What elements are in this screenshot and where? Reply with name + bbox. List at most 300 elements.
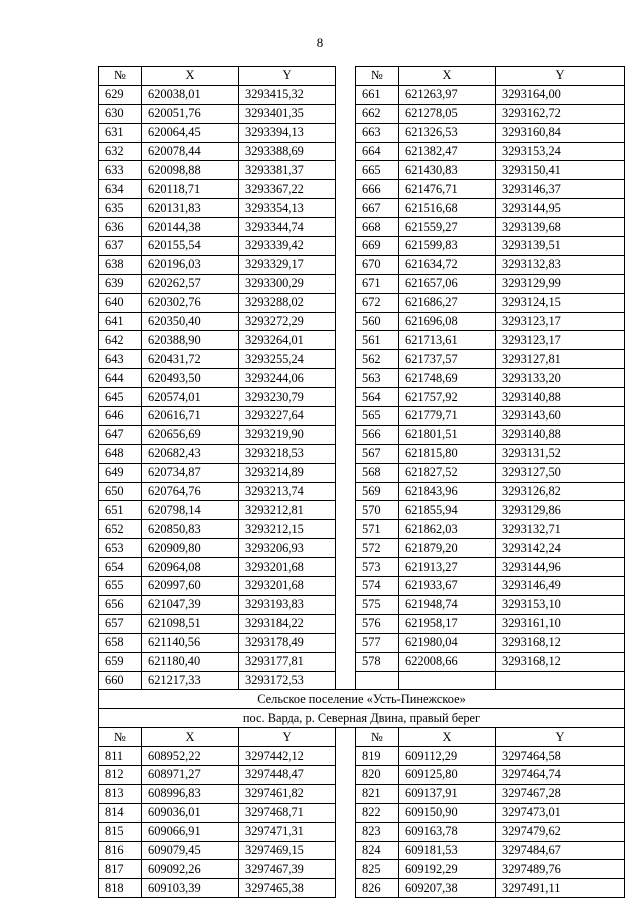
table-row: [99, 577, 625, 596]
x-coordinate: 608971,27: [142, 765, 239, 784]
x-coordinate: 621559,27: [399, 218, 496, 237]
point-number: 573: [356, 558, 399, 577]
column-gap: [336, 444, 356, 463]
y-coordinate: 3293132,71: [496, 520, 625, 539]
point-number: 668: [356, 218, 399, 237]
point-number: 812: [99, 765, 142, 784]
column-gap: [336, 331, 356, 350]
y-coordinate: 3293140,88: [496, 388, 625, 407]
column-gap: [336, 199, 356, 218]
y-coordinate: 3293124,15: [496, 293, 625, 312]
point-number: 565: [356, 407, 399, 426]
y-coordinate: 3293150,41: [496, 161, 625, 180]
x-coordinate: 620964,08: [142, 558, 239, 577]
x-coordinate: 608952,22: [142, 747, 239, 766]
x-coordinate: 621855,94: [399, 501, 496, 520]
column-gap: [336, 388, 356, 407]
y-coordinate: 3293133,20: [496, 369, 625, 388]
y-coordinate: 3293401,35: [239, 104, 336, 123]
location-subtitle-row: [99, 709, 625, 728]
x-coordinate: 620388,90: [142, 331, 239, 350]
x-coordinate: 609192,29: [399, 860, 496, 879]
table-row: [99, 747, 625, 766]
y-coordinate: 3293123,17: [496, 312, 625, 331]
col-header-number: №: [356, 67, 399, 86]
y-coordinate: 3293201,68: [239, 558, 336, 577]
point-number: 629: [99, 85, 142, 104]
x-coordinate: 621948,74: [399, 595, 496, 614]
x-coordinate: 620064,45: [142, 123, 239, 142]
point-number: 824: [356, 841, 399, 860]
y-coordinate: 3293344,74: [239, 218, 336, 237]
column-gap: [336, 293, 356, 312]
y-coordinate: 3293139,68: [496, 218, 625, 237]
x-coordinate: 621516,68: [399, 199, 496, 218]
column-gap: [336, 860, 356, 879]
location-subtitle: пос. Варда, р. Северная Двина, правый берег: [99, 709, 625, 728]
table-row: [99, 520, 625, 539]
y-coordinate: 3293178,49: [239, 633, 336, 652]
point-number: 664: [356, 142, 399, 161]
point-number: 574: [356, 577, 399, 596]
table-row: [99, 765, 625, 784]
x-coordinate: 609079,45: [142, 841, 239, 860]
table-row: [99, 331, 625, 350]
x-coordinate: 620682,43: [142, 444, 239, 463]
table-row: [99, 199, 625, 218]
y-coordinate: 3297469,15: [239, 841, 336, 860]
col-header-x: X: [142, 728, 239, 747]
column-gap: [336, 822, 356, 841]
page-number: 8: [316, 35, 324, 50]
table-row: [99, 425, 625, 444]
point-number: 667: [356, 199, 399, 218]
x-coordinate: 621843,96: [399, 482, 496, 501]
table-row: [99, 482, 625, 501]
col-header-y: Y: [239, 67, 336, 86]
x-coordinate: 621278,05: [399, 104, 496, 123]
x-coordinate: 620078,44: [142, 142, 239, 161]
x-coordinate: 620656,69: [142, 425, 239, 444]
x-coordinate: 609150,90: [399, 803, 496, 822]
col-header-y: Y: [239, 728, 336, 747]
x-coordinate: 609092,26: [142, 860, 239, 879]
y-coordinate: 3293127,50: [496, 463, 625, 482]
y-coordinate: 3297484,67: [496, 841, 625, 860]
point-number: 562: [356, 350, 399, 369]
column-gap: [336, 463, 356, 482]
y-coordinate: 3297461,82: [239, 784, 336, 803]
column-gap: [336, 180, 356, 199]
point-number: 561: [356, 331, 399, 350]
table-row: [99, 841, 625, 860]
x-coordinate: 620734,87: [142, 463, 239, 482]
point-number: 569: [356, 482, 399, 501]
table-row: [99, 312, 625, 331]
point-number: 570: [356, 501, 399, 520]
table-row: [99, 614, 625, 633]
column-gap: [336, 501, 356, 520]
point-number: 648: [99, 444, 142, 463]
point-number: 820: [356, 765, 399, 784]
x-coordinate: 621180,40: [142, 652, 239, 671]
x-coordinate: 621737,57: [399, 350, 496, 369]
point-number: 652: [99, 520, 142, 539]
x-coordinate: 621801,51: [399, 425, 496, 444]
y-coordinate: 3293213,74: [239, 482, 336, 501]
point-number: 657: [99, 614, 142, 633]
x-coordinate: 609163,78: [399, 822, 496, 841]
x-coordinate: 620909,80: [142, 539, 239, 558]
x-coordinate: 620997,60: [142, 577, 239, 596]
table-row: [99, 255, 625, 274]
y-coordinate: 3293144,95: [496, 199, 625, 218]
y-coordinate: 3297479,62: [496, 822, 625, 841]
x-coordinate: 620118,71: [142, 180, 239, 199]
settlement-title-row: [99, 690, 625, 709]
y-coordinate: 3293212,15: [239, 520, 336, 539]
column-gap: [336, 142, 356, 161]
y-coordinate: 3293300,29: [239, 274, 336, 293]
x-coordinate: 621862,03: [399, 520, 496, 539]
table-row: [99, 237, 625, 256]
column-gap: [336, 747, 356, 766]
y-coordinate: 3293367,22: [239, 180, 336, 199]
table-row: [99, 784, 625, 803]
y-coordinate: 3293132,83: [496, 255, 625, 274]
table-row: [99, 539, 625, 558]
table-row: [99, 180, 625, 199]
x-coordinate: 609066,91: [142, 822, 239, 841]
y-coordinate: 3293160,84: [496, 123, 625, 142]
table-row: [99, 822, 625, 841]
y-coordinate: 3293143,60: [496, 407, 625, 426]
point-number: 654: [99, 558, 142, 577]
coordinates-table: [98, 66, 625, 898]
x-coordinate: 620155,54: [142, 237, 239, 256]
column-gap: [336, 85, 356, 104]
x-coordinate: 621713,61: [399, 331, 496, 350]
table-row: [99, 444, 625, 463]
y-coordinate: 3293193,83: [239, 595, 336, 614]
y-coordinate: 3293219,90: [239, 425, 336, 444]
y-coordinate: 3293140,88: [496, 425, 625, 444]
table-row: [99, 388, 625, 407]
point-number: 671: [356, 274, 399, 293]
y-coordinate: 3297465,38: [239, 879, 336, 898]
col-header-number: №: [99, 728, 142, 747]
y-coordinate: 3293339,42: [239, 237, 336, 256]
x-coordinate: 620616,71: [142, 407, 239, 426]
x-coordinate: 609036,01: [142, 803, 239, 822]
point-number: 572: [356, 539, 399, 558]
table-header-row: [99, 67, 625, 86]
x-coordinate: 620144,38: [142, 218, 239, 237]
point-number: 826: [356, 879, 399, 898]
table-row: [99, 652, 625, 671]
x-coordinate: 620051,76: [142, 104, 239, 123]
table-row: [99, 123, 625, 142]
x-coordinate: 621686,27: [399, 293, 496, 312]
col-header-x: X: [399, 67, 496, 86]
point-number: 663: [356, 123, 399, 142]
table-row: [99, 407, 625, 426]
y-coordinate: 3293144,96: [496, 558, 625, 577]
point-number: 645: [99, 388, 142, 407]
x-coordinate: 609112,29: [399, 747, 496, 766]
x-coordinate: 621430,83: [399, 161, 496, 180]
point-number: 825: [356, 860, 399, 879]
col-header-x: X: [399, 728, 496, 747]
point-number: 636: [99, 218, 142, 237]
point-number: 653: [99, 539, 142, 558]
y-coordinate: 3293212,81: [239, 501, 336, 520]
point-number: 816: [99, 841, 142, 860]
x-coordinate: [399, 671, 496, 690]
x-coordinate: 621140,56: [142, 633, 239, 652]
point-number: 670: [356, 255, 399, 274]
x-coordinate: 621326,53: [399, 123, 496, 142]
point-number: 659: [99, 652, 142, 671]
point-number: 813: [99, 784, 142, 803]
x-coordinate: 620302,76: [142, 293, 239, 312]
y-coordinate: 3293129,99: [496, 274, 625, 293]
x-coordinate: 609207,38: [399, 879, 496, 898]
point-number: 662: [356, 104, 399, 123]
x-coordinate: 609103,39: [142, 879, 239, 898]
point-number: 661: [356, 85, 399, 104]
column-gap: [336, 671, 356, 690]
y-coordinate: 3293123,17: [496, 331, 625, 350]
point-number: 567: [356, 444, 399, 463]
column-gap: [336, 633, 356, 652]
column-gap: [336, 104, 356, 123]
point-number: 814: [99, 803, 142, 822]
y-coordinate: 3297448,47: [239, 765, 336, 784]
point-number: 669: [356, 237, 399, 256]
x-coordinate: 608996,83: [142, 784, 239, 803]
table-row: [99, 85, 625, 104]
y-coordinate: 3293288,02: [239, 293, 336, 312]
x-coordinate: 621815,80: [399, 444, 496, 463]
y-coordinate: 3293146,37: [496, 180, 625, 199]
y-coordinate: 3293127,81: [496, 350, 625, 369]
y-coordinate: 3297464,58: [496, 747, 625, 766]
x-coordinate: 621382,47: [399, 142, 496, 161]
x-coordinate: 620350,40: [142, 312, 239, 331]
y-coordinate: 3297467,28: [496, 784, 625, 803]
x-coordinate: 620764,76: [142, 482, 239, 501]
column-gap: [336, 369, 356, 388]
point-number: 637: [99, 237, 142, 256]
x-coordinate: 622008,66: [399, 652, 496, 671]
y-coordinate: 3293129,86: [496, 501, 625, 520]
point-number: 640: [99, 293, 142, 312]
col-header-number: №: [356, 728, 399, 747]
y-coordinate: 3297468,71: [239, 803, 336, 822]
x-coordinate: 621696,08: [399, 312, 496, 331]
y-coordinate: 3293164,00: [496, 85, 625, 104]
table-header-row: [99, 728, 625, 747]
x-coordinate: 620850,83: [142, 520, 239, 539]
x-coordinate: 621958,17: [399, 614, 496, 633]
column-gap: [336, 784, 356, 803]
column-gap: [336, 237, 356, 256]
point-number: 644: [99, 369, 142, 388]
column-gap: [336, 407, 356, 426]
y-coordinate: 3293255,24: [239, 350, 336, 369]
y-coordinate: 3297464,74: [496, 765, 625, 784]
point-number: 660: [99, 671, 142, 690]
table-row: [99, 274, 625, 293]
point-number: 575: [356, 595, 399, 614]
table-row: [99, 595, 625, 614]
y-coordinate: 3297471,31: [239, 822, 336, 841]
x-coordinate: 620196,03: [142, 255, 239, 274]
point-number: 641: [99, 312, 142, 331]
point-number: 578: [356, 652, 399, 671]
x-coordinate: 621913,27: [399, 558, 496, 577]
y-coordinate: 3293230,79: [239, 388, 336, 407]
y-coordinate: 3293168,12: [496, 652, 625, 671]
point-number: 634: [99, 180, 142, 199]
col-header-number: №: [99, 67, 142, 86]
point-number: 635: [99, 199, 142, 218]
point-number: 822: [356, 803, 399, 822]
point-number: 818: [99, 879, 142, 898]
settlement-title: Сельское поселение «Усть-Пинежское»: [99, 690, 625, 709]
x-coordinate: 621634,72: [399, 255, 496, 274]
x-coordinate: 620493,50: [142, 369, 239, 388]
column-gap: [336, 218, 356, 237]
y-coordinate: 3293206,93: [239, 539, 336, 558]
y-coordinate: 3293153,10: [496, 595, 625, 614]
column-gap: [336, 123, 356, 142]
x-coordinate: 621476,71: [399, 180, 496, 199]
y-coordinate: 3293142,24: [496, 539, 625, 558]
x-coordinate: 621933,67: [399, 577, 496, 596]
y-coordinate: 3293153,24: [496, 142, 625, 161]
table-row: [99, 463, 625, 482]
table-row: [99, 803, 625, 822]
point-number: [356, 671, 399, 690]
column-gap: [336, 274, 356, 293]
x-coordinate: 621779,71: [399, 407, 496, 426]
y-coordinate: 3293354,13: [239, 199, 336, 218]
x-coordinate: 620038,01: [142, 85, 239, 104]
column-gap: [336, 539, 356, 558]
y-coordinate: 3297442,12: [239, 747, 336, 766]
table-row: [99, 369, 625, 388]
point-number: 632: [99, 142, 142, 161]
column-gap: [336, 614, 356, 633]
y-coordinate: 3293172,53: [239, 671, 336, 690]
y-coordinate: 3293161,10: [496, 614, 625, 633]
column-gap: [336, 425, 356, 444]
table-row: [99, 633, 625, 652]
table-row: [99, 350, 625, 369]
y-coordinate: 3293168,12: [496, 633, 625, 652]
table-row: [99, 860, 625, 879]
x-coordinate: 621047,39: [142, 595, 239, 614]
x-coordinate: 621879,20: [399, 539, 496, 558]
column-gap: [336, 67, 356, 86]
x-coordinate: 621827,52: [399, 463, 496, 482]
y-coordinate: 3293244,06: [239, 369, 336, 388]
point-number: 817: [99, 860, 142, 879]
y-coordinate: 3297473,01: [496, 803, 625, 822]
table-row: [99, 161, 625, 180]
x-coordinate: 621748,69: [399, 369, 496, 388]
y-coordinate: 3293214,89: [239, 463, 336, 482]
y-coordinate: 3293218,53: [239, 444, 336, 463]
y-coordinate: 3297467,39: [239, 860, 336, 879]
x-coordinate: 621599,83: [399, 237, 496, 256]
column-gap: [336, 350, 356, 369]
point-number: 638: [99, 255, 142, 274]
point-number: 647: [99, 425, 142, 444]
y-coordinate: 3293381,37: [239, 161, 336, 180]
column-gap: [336, 577, 356, 596]
point-number: 564: [356, 388, 399, 407]
column-gap: [336, 765, 356, 784]
column-gap: [336, 482, 356, 501]
y-coordinate: 3293329,17: [239, 255, 336, 274]
column-gap: [336, 652, 356, 671]
point-number: 658: [99, 633, 142, 652]
point-number: 631: [99, 123, 142, 142]
point-number: 823: [356, 822, 399, 841]
col-header-x: X: [142, 67, 239, 86]
table-row: [99, 501, 625, 520]
column-gap: [336, 841, 356, 860]
point-number: 563: [356, 369, 399, 388]
point-number: 566: [356, 425, 399, 444]
point-number: 656: [99, 595, 142, 614]
x-coordinate: 609125,80: [399, 765, 496, 784]
x-coordinate: 620574,01: [142, 388, 239, 407]
point-number: 811: [99, 747, 142, 766]
table-row: [99, 558, 625, 577]
y-coordinate: 3293272,29: [239, 312, 336, 331]
x-coordinate: 621263,97: [399, 85, 496, 104]
x-coordinate: 621657,06: [399, 274, 496, 293]
x-coordinate: 621217,33: [142, 671, 239, 690]
point-number: 650: [99, 482, 142, 501]
x-coordinate: 620098,88: [142, 161, 239, 180]
y-coordinate: 3293201,68: [239, 577, 336, 596]
point-number: 643: [99, 350, 142, 369]
point-number: 649: [99, 463, 142, 482]
point-number: 639: [99, 274, 142, 293]
y-coordinate: 3293388,69: [239, 142, 336, 161]
column-gap: [336, 595, 356, 614]
y-coordinate: 3293227,64: [239, 407, 336, 426]
x-coordinate: 621980,04: [399, 633, 496, 652]
point-number: 665: [356, 161, 399, 180]
x-coordinate: 621098,51: [142, 614, 239, 633]
y-coordinate: 3297491,11: [496, 879, 625, 898]
col-header-y: Y: [496, 728, 625, 747]
column-gap: [336, 161, 356, 180]
point-number: 655: [99, 577, 142, 596]
table-row: [99, 218, 625, 237]
y-coordinate: 3293184,22: [239, 614, 336, 633]
point-number: 646: [99, 407, 142, 426]
y-coordinate: 3293162,72: [496, 104, 625, 123]
point-number: 568: [356, 463, 399, 482]
table-row: [99, 879, 625, 898]
